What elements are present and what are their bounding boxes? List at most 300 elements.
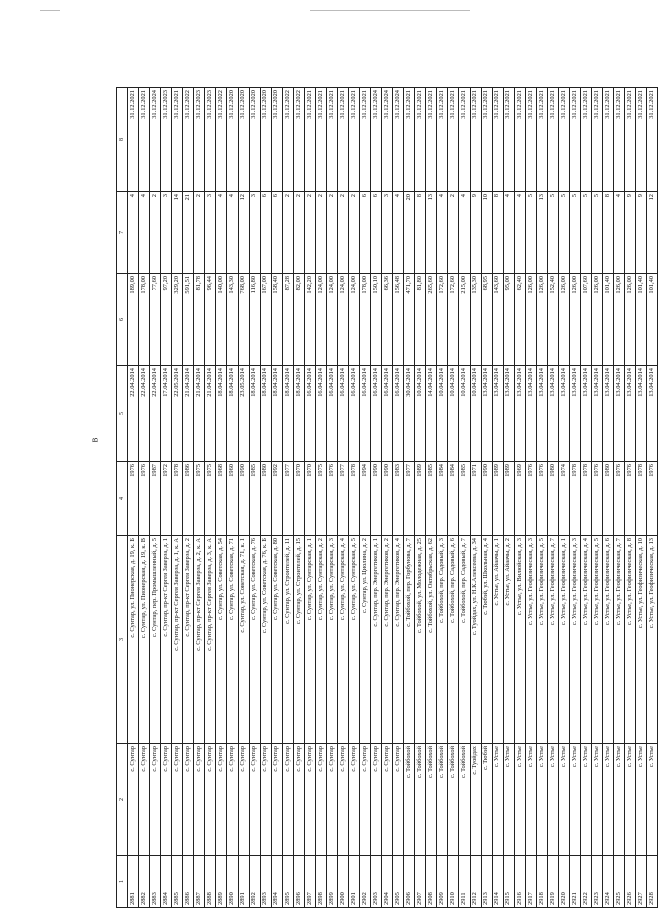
- cell-area: 178,00: [360, 274, 371, 366]
- cell-address: с. Устье, ул. Геофизическая, д. 7: [547, 536, 558, 744]
- table-row: [481, 88, 492, 908]
- cell-deadline: 31.12.2021: [580, 88, 591, 192]
- cell-row-number: 2912: [470, 856, 481, 908]
- table-row: [415, 88, 426, 908]
- cell-date: 16.04.2014: [348, 366, 359, 462]
- cell-year-built: 1985: [459, 462, 470, 536]
- cell-count: 21: [183, 192, 194, 274]
- cell-date: 18.04.2014: [271, 366, 282, 462]
- cell-area: 124,00: [326, 274, 337, 366]
- table-row: [260, 88, 271, 908]
- table-row: [128, 88, 139, 908]
- cell-area: 172,60: [437, 274, 448, 366]
- cell-settlement: с. Тойбохой: [459, 744, 470, 856]
- cell-date: 13.04.2014: [558, 366, 569, 462]
- cell-deadline: 31.12.2021: [326, 88, 337, 192]
- cell-address: с. Сунтар, ул. Советская, д. 71: [227, 536, 238, 744]
- cell-deadline: 31.12.2024: [150, 88, 161, 192]
- cell-address: с. Устье, ул. Геофизическая, д. 6: [603, 536, 614, 744]
- cell-settlement: с. Сунтар: [161, 744, 172, 856]
- cell-row-number: 2885: [172, 856, 183, 908]
- cell-row-number: 2898: [315, 856, 326, 908]
- cell-year-built: 1984: [448, 462, 459, 536]
- cell-deadline: 31.12.2021: [139, 88, 150, 192]
- cell-address: с. Сунтар, ул. Сунтарская, д. 4: [337, 536, 348, 744]
- cell-row-number: 2909: [437, 856, 448, 908]
- cell-address: с. Устье, ул. Вилюйская, д. 3: [514, 536, 525, 744]
- cell-count: 5: [547, 192, 558, 274]
- cell-date: 10.04.2014: [459, 366, 470, 462]
- cell-date: 16.04.2014: [371, 366, 382, 462]
- cell-count: 3: [382, 192, 393, 274]
- cell-date: 13.04.2014: [525, 366, 536, 462]
- cell-address: с. Тюбэй, ул. Школьная, д. 4: [481, 536, 492, 744]
- cell-settlement: с. Тойбохой: [426, 744, 437, 856]
- cell-year-built: 1989: [492, 462, 503, 536]
- column-header-5: 5: [117, 366, 128, 462]
- cell-address: с. Тойбохой, пер. Садовый, д. 6: [448, 536, 459, 744]
- cell-address: с. Сунтар, ул. Пионерская, д. 19, к. Б: [128, 536, 139, 744]
- table-row: [216, 88, 227, 908]
- cell-settlement: с. Устье: [647, 744, 658, 856]
- cell-date: 16.04.2014: [382, 366, 393, 462]
- table-row: [603, 88, 614, 908]
- cell-year-built: 1985: [426, 462, 437, 536]
- cell-settlement: с. Устье: [592, 744, 603, 856]
- table-row: [271, 88, 282, 908]
- cell-address: с. Сунтар, ул. Советская, д. 80: [271, 536, 282, 744]
- scan-artifact: [310, 10, 470, 11]
- cell-deadline: 31.12.2021: [558, 88, 569, 192]
- table-row: [205, 88, 216, 908]
- cell-settlement: с. Устье: [625, 744, 636, 856]
- cell-year-built: 1969: [514, 462, 525, 536]
- cell-area: 152,40: [547, 274, 558, 366]
- rotated-table-container: [116, 88, 656, 908]
- cell-year-built: 1992: [271, 462, 282, 536]
- cell-row-number: 2893: [260, 856, 271, 908]
- cell-settlement: с. Сунтар: [271, 744, 282, 856]
- table-row: [525, 88, 536, 908]
- cell-row-number: 2918: [536, 856, 547, 908]
- cell-row-number: 2899: [326, 856, 337, 908]
- cell-date: 16.04.2014: [304, 366, 315, 462]
- cell-count: 2: [448, 192, 459, 274]
- table-row: [636, 88, 647, 908]
- cell-settlement: с. Туойдах: [470, 744, 481, 856]
- cell-settlement: с. Устье: [558, 744, 569, 856]
- cell-area: 265,60: [426, 274, 437, 366]
- cell-count: 6: [360, 192, 371, 274]
- cell-row-number: 2906: [404, 856, 415, 908]
- table-row: [580, 88, 591, 908]
- cell-year-built: 1970: [304, 462, 315, 536]
- table-body: [128, 88, 658, 908]
- cell-area: 124,00: [337, 274, 348, 366]
- cell-deadline: 31.12.2024: [371, 88, 382, 192]
- cell-count: 2: [282, 192, 293, 274]
- cell-year-built: 1978: [580, 462, 591, 536]
- cell-settlement: с. Сунтар: [172, 744, 183, 856]
- cell-settlement: с. Сунтар: [139, 744, 150, 856]
- cell-deadline: 31.12.2024: [393, 88, 404, 192]
- cell-count: 4: [614, 192, 625, 274]
- cell-count: 8: [415, 192, 426, 274]
- cell-address: с. Сунтар, ул. Советская, д. 76, к. Б: [260, 536, 271, 744]
- table-row: [514, 88, 525, 908]
- cell-deadline: 31.12.2021: [404, 88, 415, 192]
- cell-count: 2: [293, 192, 304, 274]
- cell-deadline: 31.12.2022: [216, 88, 227, 192]
- cell-row-number: 2897: [304, 856, 315, 908]
- cell-area: 158,40: [271, 274, 282, 366]
- cell-date: 18.04.2014: [216, 366, 227, 462]
- cell-deadline: 31.12.2021: [459, 88, 470, 192]
- cell-address: с. Устье, ул. Геофизическая, д. 3: [569, 536, 580, 744]
- cell-area: 172,60: [448, 274, 459, 366]
- cell-year-built: 1976: [525, 462, 536, 536]
- table-row: [625, 88, 636, 908]
- cell-row-number: 2920: [558, 856, 569, 908]
- cell-deadline: 31.12.2020: [238, 88, 249, 192]
- cell-count: 5: [569, 192, 580, 274]
- cell-count: 14: [172, 192, 183, 274]
- cell-count: 20: [404, 192, 415, 274]
- table-row: [592, 88, 603, 908]
- cell-count: 5: [592, 192, 603, 274]
- cell-address: с. Туойдах, ул. Н.К.Алексеева, д. 34: [470, 536, 481, 744]
- cell-area: 126,00: [592, 274, 603, 366]
- cell-settlement: с. Устье: [603, 744, 614, 856]
- table-wrapper: [116, 88, 656, 908]
- cell-deadline: 31.12.2020: [249, 88, 260, 192]
- cell-date: 22.05.2014: [172, 366, 183, 462]
- table-row: [459, 88, 470, 908]
- cell-date: 21.04.2014: [183, 366, 194, 462]
- cell-count: 5: [525, 192, 536, 274]
- cell-date: 30.04.2014: [404, 366, 415, 462]
- cell-row-number: 2900: [337, 856, 348, 908]
- table-row: [337, 88, 348, 908]
- cell-deadline: 31.12.2021: [625, 88, 636, 192]
- cell-area: 143,60: [492, 274, 503, 366]
- cell-count: 9: [636, 192, 647, 274]
- cell-row-number: 2923: [592, 856, 603, 908]
- cell-year-built: 1977: [404, 462, 415, 536]
- cell-deadline: 31.12.2022: [282, 88, 293, 192]
- cell-row-number: 2907: [415, 856, 426, 908]
- cell-area: 126,00: [525, 274, 536, 366]
- cell-area: 126,00: [558, 274, 569, 366]
- cell-address: с. Сунтар, ул. Сунтарская, д. 2: [315, 536, 326, 744]
- table-row: [360, 88, 371, 908]
- cell-deadline: 31.12.2021: [636, 88, 647, 192]
- cell-count: 3: [161, 192, 172, 274]
- cell-address: с. Сунтар, пр-кт Сергея Заверза, д. 2, к. А: [194, 536, 205, 744]
- cell-area: 101,40: [603, 274, 614, 366]
- cell-count: 3: [249, 192, 260, 274]
- cell-year-built: 1989: [503, 462, 514, 536]
- cell-settlement: с. Сунтар: [238, 744, 249, 856]
- cell-count: 4: [459, 192, 470, 274]
- cell-row-number: 2905: [393, 856, 404, 908]
- cell-count: 4: [128, 192, 139, 274]
- cell-date: 21.04.2014: [194, 366, 205, 462]
- cell-address: с. Устье, ул. Геофизическая, д. 4: [580, 536, 591, 744]
- cell-deadline: 31.12.2022: [293, 88, 304, 192]
- cell-row-number: 2891: [238, 856, 249, 908]
- cell-count: 2: [348, 192, 359, 274]
- table-row: [282, 88, 293, 908]
- cell-settlement: с. Сунтар: [371, 744, 382, 856]
- cell-row-number: 2913: [481, 856, 492, 908]
- cell-address: с. Устье, ул. Айаачы, д. 2: [503, 536, 514, 744]
- cell-deadline: 31.12.2021: [614, 88, 625, 192]
- cell-area: 62,40: [514, 274, 525, 366]
- cell-settlement: с. Сунтар: [337, 744, 348, 856]
- cell-address: с. Сунтар, ул. Пионерская, д. 19, к. В: [139, 536, 150, 744]
- cell-address: с. Устье, ул. Геофизическая, д. 7: [614, 536, 625, 744]
- table-row: [569, 88, 580, 908]
- cell-date: 10.04.2014: [448, 366, 459, 462]
- cell-deadline: 31.12.2021: [592, 88, 603, 192]
- cell-date: 16.04.2014: [393, 366, 404, 462]
- cell-area: 768,00: [238, 274, 249, 366]
- cell-deadline: 31.12.2021: [470, 88, 481, 192]
- cell-count: 8: [492, 192, 503, 274]
- cell-area: 143,30: [227, 274, 238, 366]
- cell-settlement: с. Сунтар: [348, 744, 359, 856]
- cell-year-built: 1980: [547, 462, 558, 536]
- cell-area: 126,00: [614, 274, 625, 366]
- cell-date: 16.04.2014: [315, 366, 326, 462]
- cell-row-number: 2895: [282, 856, 293, 908]
- cell-date: 13.04.2014: [580, 366, 591, 462]
- cell-row-number: 2888: [205, 856, 216, 908]
- table-row: [238, 88, 249, 908]
- cell-date: 22.04.2014: [150, 366, 161, 462]
- cell-settlement: с. Тойбохой: [404, 744, 415, 856]
- cell-address: с. Сунтар, ул. Сунтарская, д. 1: [304, 536, 315, 744]
- cell-count: 5: [580, 192, 591, 274]
- cell-settlement: с. Сунтар: [360, 744, 371, 856]
- cell-deadline: 31.12.2021: [514, 88, 525, 192]
- cell-settlement: с. Устье: [580, 744, 591, 856]
- cell-count: 9: [470, 192, 481, 274]
- column-header-7: 7: [117, 192, 128, 274]
- cell-area: 178,00: [139, 274, 150, 366]
- cell-address: с. Тойбохой, пер. Горбунова, д. 7: [404, 536, 415, 744]
- cell-deadline: 31.12.2021: [128, 88, 139, 192]
- cell-date: 23.05.2014: [238, 366, 249, 462]
- cell-address: с. Сунтар, ул. Советская, д. 54: [216, 536, 227, 744]
- column-header-6: 6: [117, 274, 128, 366]
- cell-address: с. Сунтар, ул. Строителей, д. 15: [293, 536, 304, 744]
- cell-count: 2: [337, 192, 348, 274]
- cell-date: 17.04.2014: [161, 366, 172, 462]
- cell-row-number: 2883: [150, 856, 161, 908]
- cell-settlement: с. Устье: [536, 744, 547, 856]
- table-row: [448, 88, 459, 908]
- cell-year-built: 1976: [536, 462, 547, 536]
- cell-date: 13.04.2014: [636, 366, 647, 462]
- cell-count: 4: [514, 192, 525, 274]
- cell-area: 140,00: [216, 274, 227, 366]
- cell-row-number: 2919: [547, 856, 558, 908]
- cell-year-built: 1976: [128, 462, 139, 536]
- cell-row-number: 2902: [360, 856, 371, 908]
- cell-count: 9: [625, 192, 636, 274]
- cell-date: 13.04.2014: [592, 366, 603, 462]
- cell-count: 4: [437, 192, 448, 274]
- cell-date: 13.04.2014: [647, 366, 658, 462]
- cell-deadline: 31.12.2024: [382, 88, 393, 192]
- cell-area: 156,48: [393, 274, 404, 366]
- cell-year-built: 1976: [625, 462, 636, 536]
- cell-date: 16.04.2014: [360, 366, 371, 462]
- cell-deadline: 31.12.2021: [647, 88, 658, 192]
- cell-row-number: 2911: [459, 856, 470, 908]
- cell-settlement: с. Сунтар: [249, 744, 260, 856]
- cell-year-built: 1976: [647, 462, 658, 536]
- cell-settlement: с. Устье: [503, 744, 514, 856]
- cell-deadline: 31.12.2020: [271, 88, 282, 192]
- cell-address: с. Сунтар, ул. Советская, д. 71, к. 1: [238, 536, 249, 744]
- cell-settlement: с. Сунтар: [183, 744, 194, 856]
- cell-address: с. Сунтар, пер. Промышленный, д. 5: [150, 536, 161, 744]
- cell-row-number: 2887: [194, 856, 205, 908]
- cell-settlement: с. Сунтар: [260, 744, 271, 856]
- cell-date: 18.04.2014: [260, 366, 271, 462]
- cell-count: 2: [326, 192, 337, 274]
- cell-area: 126,00: [536, 274, 547, 366]
- cell-settlement: с. Сунтар: [326, 744, 337, 856]
- cell-date: 13.04.2014: [536, 366, 547, 462]
- cell-year-built: 1976: [139, 462, 150, 536]
- cell-year-built: 1987: [150, 462, 161, 536]
- cell-date: 13.04.2014: [625, 366, 636, 462]
- cell-settlement: с. Сунтар: [393, 744, 404, 856]
- cell-year-built: 1978: [636, 462, 647, 536]
- cell-row-number: 2927: [636, 856, 647, 908]
- cell-deadline: 31.12.2021: [448, 88, 459, 192]
- cell-deadline: 31.12.2020: [260, 88, 271, 192]
- cell-row-number: 2882: [139, 856, 150, 908]
- table-row: [315, 88, 326, 908]
- cell-row-number: 2903: [371, 856, 382, 908]
- cell-area: 68,95: [481, 274, 492, 366]
- cell-area: 215,00: [459, 274, 470, 366]
- cell-area: 95,00: [503, 274, 514, 366]
- cell-settlement: с. Сунтар: [227, 744, 238, 856]
- cell-settlement: с. Сунтар: [128, 744, 139, 856]
- cell-deadline: 31.12.2021: [360, 88, 371, 192]
- cell-row-number: 2901: [348, 856, 359, 908]
- cell-count: 2: [150, 192, 161, 274]
- cell-count: 4: [139, 192, 150, 274]
- cell-row-number: 2921: [569, 856, 580, 908]
- cell-deadline: 31.12.2023: [194, 88, 205, 192]
- table-row: [139, 88, 150, 908]
- cell-area: 150,10: [371, 274, 382, 366]
- cell-year-built: 1972: [161, 462, 172, 536]
- cell-year-built: 1968: [216, 462, 227, 536]
- cell-row-number: 2925: [614, 856, 625, 908]
- cell-date: 18.04.2014: [293, 366, 304, 462]
- cell-count: 4: [227, 192, 238, 274]
- cell-row-number: 2922: [580, 856, 591, 908]
- cell-count: 12: [647, 192, 658, 274]
- cell-count: 8: [603, 192, 614, 274]
- cell-count: 13: [536, 192, 547, 274]
- cell-settlement: с. Сунтар: [293, 744, 304, 856]
- cell-year-built: 1994: [360, 462, 371, 536]
- cell-area: 96,44: [205, 274, 216, 366]
- cell-date: 13.04.2014: [603, 366, 614, 462]
- table-row: [647, 88, 658, 908]
- cell-year-built: 1990: [238, 462, 249, 536]
- column-header-4: 4: [117, 462, 128, 536]
- table-row: [614, 88, 625, 908]
- cell-date: 13.04.2014: [503, 366, 514, 462]
- cell-row-number: 2896: [293, 856, 304, 908]
- cell-area: 87,28: [282, 274, 293, 366]
- cell-deadline: 31.12.2021: [569, 88, 580, 192]
- cell-row-number: 2924: [603, 856, 614, 908]
- cell-count: 4: [393, 192, 404, 274]
- cell-deadline: 31.12.2021: [437, 88, 448, 192]
- cell-deadline: 31.12.2023: [161, 88, 172, 192]
- cell-year-built: 1975: [315, 462, 326, 536]
- cell-address: с. Сунтар, ул. Циолина, д. 2: [360, 536, 371, 744]
- table-row: [326, 88, 337, 908]
- table-row: [393, 88, 404, 908]
- cell-area: 101,40: [647, 274, 658, 366]
- table-row: [249, 88, 260, 908]
- cell-count: 10: [481, 192, 492, 274]
- cell-deadline: 31.12.2022: [183, 88, 194, 192]
- cell-settlement: с. Устье: [525, 744, 536, 856]
- cell-date: 16.04.2014: [326, 366, 337, 462]
- table-row: [183, 88, 194, 908]
- table-row: [437, 88, 448, 908]
- table-row: [150, 88, 161, 908]
- cell-area: 591,51: [183, 274, 194, 366]
- cell-row-number: 2910: [448, 856, 459, 908]
- cell-address: с. Сунтар, пр-кт Сергея Заверза, д. 3, к. А: [205, 536, 216, 744]
- cell-date: 13.04.2014: [547, 366, 558, 462]
- cell-address: с. Устье, ул. Геофизическая, д. 5: [536, 536, 547, 744]
- cell-settlement: с. Сунтар: [315, 744, 326, 856]
- cell-date: 13.04.2014: [481, 366, 492, 462]
- cell-count: 13: [426, 192, 437, 274]
- cell-area: 116,80: [249, 274, 260, 366]
- cell-address: с. Сунтар, ул. Сунтарская, д. 3: [326, 536, 337, 744]
- table-row: [304, 88, 315, 908]
- cell-row-number: 2904: [382, 856, 393, 908]
- cell-row-number: 2908: [426, 856, 437, 908]
- column-header-8: 8: [117, 88, 128, 192]
- cell-settlement: с. Тойбохой: [448, 744, 459, 856]
- cell-row-number: 2914: [492, 856, 503, 908]
- cell-area: 124,00: [315, 274, 326, 366]
- table-row: [348, 88, 359, 908]
- cell-year-built: 1990: [371, 462, 382, 536]
- cell-area: 77,60: [150, 274, 161, 366]
- cell-year-built: 1980: [603, 462, 614, 536]
- cell-count: 12: [238, 192, 249, 274]
- table-row: [492, 88, 503, 908]
